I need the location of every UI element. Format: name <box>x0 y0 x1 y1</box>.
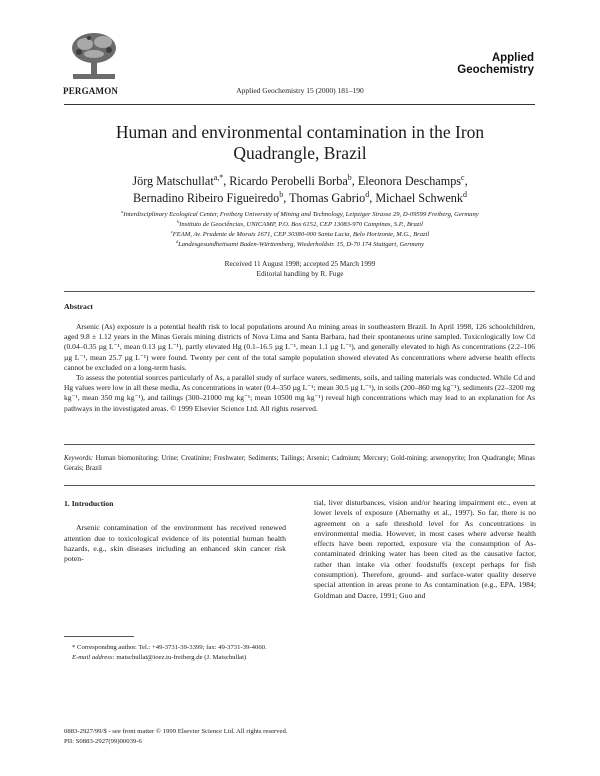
publisher-name: PERGAMON <box>63 86 119 96</box>
email-address[interactable]: matschullat@ioez.tu-freiberg.de (J. Matschullat) <box>116 654 247 661</box>
affiliation <box>60 210 540 220</box>
author-name: Thomas Gabrio <box>289 191 366 205</box>
corresponding-author-note: * Corresponding author. Tel.: +49-3731-39-3399; fax: 49-3731-39-4060. <box>72 644 267 651</box>
footnote-rule <box>64 636 134 637</box>
affiliation-text: FEAM, Av. Prudente de Morais 1671, CEP 30380-000 Santa Lucia, Belo Horizonte, M.G., Brazil <box>172 231 430 238</box>
author-sup: d <box>365 189 370 199</box>
affiliation-text: Instituto de Geociências, UNICAMP, P.O. Box 6152, CEP 13083-970 Campinas, S.P., Brazil <box>179 221 423 228</box>
email-note <box>64 653 286 663</box>
author-sup: a,* <box>213 172 224 182</box>
copyright-footer <box>64 727 287 747</box>
author-name: Jörg Matschullat <box>132 174 214 188</box>
author-list <box>60 173 540 207</box>
title-line-1: Human and environmental contamination in the Iron <box>115 122 485 142</box>
keywords <box>64 454 535 474</box>
author-sup: c <box>461 172 465 182</box>
left-column <box>64 499 286 564</box>
affiliation <box>60 240 540 250</box>
abstract-top-rule <box>64 291 535 292</box>
author-line-2: Bernadino Ribeiro Figueiredo$^b$, Thomas Gabrio$^d$, Michael Schwenk$^d$ <box>133 189 467 205</box>
article-title <box>60 122 540 164</box>
affiliations <box>60 210 540 250</box>
affiliation <box>60 220 540 230</box>
intro-right-text: tial, liver disturbances, vision and/or hearing impairment etc., even at lower levels of exposure (Abernathy et al., 1997). So far, there is no agreement on a safe threshold level for As concentrations in environmental media. However, in most cases where adverse health effects have been reported, exposure via the consumption of As-contaminated drinking water has been cited as the causative factor, rather than intake via other foodstuffs (except perhaps for fish consumption). Therefore, ground- and surface-water quality deserve special attention in areas prone to As contamination (e.g., EPA, 1984; Goldman and Dacre, 1991; Guo and <box>314 498 536 600</box>
author-sup: d <box>463 189 467 199</box>
received-date: Received 11 August 1998; accepted 25 March 1999 <box>224 259 376 268</box>
header-rule <box>64 104 535 105</box>
affiliation-sup: b <box>177 218 180 224</box>
pii-line: PII: S0883-2927(99)00039-6 <box>64 738 142 745</box>
abstract-heading: Abstract <box>64 302 94 311</box>
elsevier-tree-logo-icon <box>63 28 125 86</box>
article-dates <box>60 259 540 279</box>
author-name: Ricardo Perobelli Borba <box>229 174 348 188</box>
intro-left-text: Arsenic contamination of the environment has received renewed attention due to toxicological evidence of its potential human health hazards, e.g., skin diseases including an enhanced skin cancer risk poten- <box>64 523 286 564</box>
affiliation <box>60 230 540 240</box>
author-sup: b <box>279 189 284 199</box>
affiliation-text: Landesgesundheitsamt Baden-Württemberg, Wiederholdstr. 15, D-70 174 Stuttgart, Germany <box>178 241 425 248</box>
author-line-1: Jörg Matschullat$^{a,*}$, Ricardo Perobelli Borba$^b$, Eleonora Deschamps$^c$, <box>132 172 468 188</box>
journal-name-line2: Geochemistry <box>457 64 534 76</box>
journal-citation: Applied Geochemistry 15 (2000) 181–190 <box>236 86 364 95</box>
email-label: E-mail address: <box>72 654 115 661</box>
author-name: Eleonora Deschamps <box>357 174 462 188</box>
abstract-paragraph-1: Arsenic (As) exposure is a potential health risk to local populations around Au mining areas in southeastern Brazil. In April 1998, 126 schoolchildren, aged 9.8 ± 1.12 years in the Minas Gerais mining districts of Nova Lima and Santa Barbara, had their spontaneous urine sampled. Toxicologically low Cd (0.04–0.35 µg L⁻¹, mean 0.13 µg L⁻¹), partly elevated Hg (0.1–16.5 µg L⁻¹, mean 1.1 µg L⁻¹), and generally elevated to high As concentrations (2.2–106 µg L⁻¹, mean 25.7 µg L⁻¹) were found. Twenty per cent of the total sample population showed elevated As concentrations where adverse health effects cannot be excluded on a long-term basis. <box>64 322 535 372</box>
abstract-body <box>64 322 535 414</box>
affiliation-sup: a <box>121 208 124 214</box>
author-name: Bernadino Ribeiro Figueiredo <box>133 191 280 205</box>
journal-name <box>457 52 534 76</box>
affiliation-sup: d <box>175 238 179 244</box>
keywords-bottom-rule <box>64 485 535 486</box>
affiliation-text: Interdisciplinary Ecological Center, Freiberg University of Mining and Technology, Leipziger Strasse 29, D-09599 Freiberg, Germany <box>123 211 479 218</box>
keywords-text: Human biomonitoring; Urine; Creatinine; Freshwater; Sediments; Tailings; Arsenic; Cadmium; Mercury; Gold-mining; arsenopyrite; Iron Quadrangle; Minas Gerais; Brazil <box>64 455 535 472</box>
keywords-top-rule <box>64 444 535 445</box>
affiliation-sup: c <box>170 228 173 234</box>
issn-line: 0883-2927/99/$ - see front matter © 1999 Elsevier Science Ltd. All rights reserved. <box>64 728 288 735</box>
keywords-label: Keywords: <box>64 455 94 462</box>
abstract-paragraph-2: To assess the potential sources particularly of As, a parallel study of surface waters, sediments, soils, and tailing materials was conducted. While Cd and Hg values were low in all these media, As concentrations in water (0.4–350 µg L⁻¹; mean 30.5 µg L⁻¹), in soils (200–860 mg kg⁻¹), sediments (22–3200 mg kg⁻¹, mean 350 mg kg⁻¹), and tailings (300–21000 mg kg⁻¹; mean 10500 mg kg⁻¹) reveal high concentrations which may lead to an explanation for As pathways in the investigated areas. © 1999 Elsevier Science Ltd. All rights reserved. <box>64 373 535 413</box>
editorial-handling: Editorial handling by R. Fuge <box>256 269 344 278</box>
journal-name-line1: Applied <box>491 52 534 64</box>
author-sup: b <box>347 172 352 182</box>
footnote <box>64 643 286 663</box>
right-column <box>314 498 536 601</box>
author-name: Michael Schwenk <box>375 191 463 205</box>
section-heading-introduction: 1. Introduction <box>64 499 114 508</box>
title-line-2: Quadrangle, Brazil <box>233 143 367 163</box>
publisher-logo <box>63 28 125 88</box>
